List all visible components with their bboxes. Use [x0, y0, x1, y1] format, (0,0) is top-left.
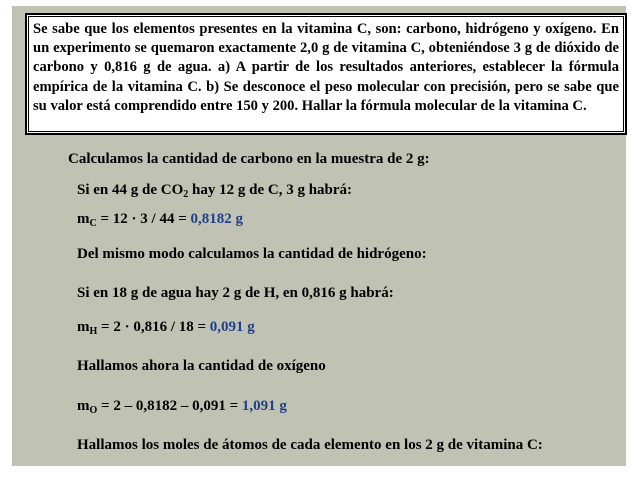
- oxygen-intro-text: Hallamos ahora la cantidad de oxígeno: [77, 358, 326, 374]
- mo-symbol: m: [77, 398, 90, 414]
- mc-expression: = 12 · 3 / 44 =: [96, 211, 191, 227]
- carbon-intro-line: [68, 150, 430, 168]
- oxygen-intro-line: [77, 357, 326, 375]
- mc-subscript: C: [89, 218, 97, 229]
- water-ratio-text: Si en 18 g de agua hay 2 g de H, en 0,816 g habrá:: [77, 285, 394, 301]
- mh-symbol: m: [77, 319, 90, 335]
- problem-statement-text: Se sabe que los elementos presentes en la vitamina C, son: carbono, hidrógeno y oxígeno. En un experimento se quemaron exactamente 2,0 g de vitamina C, obteniéndose 3 g de dióxido de carbono y 0,816 g de agua. a) A partir de los resultados anteriores, establecer la fórmula empírica de la vitamina C. b) Se desconoce el peso molecular con precisión, pero se sabe que su valor está comprendido entre 150 y 200. Hallar la fórmula molecular de la vitamina C.: [33, 21, 619, 114]
- hydrogen-intro-text: Del mismo modo calculamos la cantidad de hidrógeno:: [77, 246, 427, 262]
- hydrogen-intro-line: [77, 245, 427, 263]
- co2-pre-text: Si en 44 g de CO: [77, 182, 184, 198]
- moles-intro-line: [77, 436, 543, 454]
- co2-ratio-line: [77, 181, 352, 199]
- moles-intro-text: Hallamos los moles de átomos de cada elemento en los 2 g de vitamina C:: [77, 437, 543, 453]
- water-ratio-line: [77, 284, 394, 302]
- mh-subscript: H: [89, 326, 98, 337]
- co2-post-text: hay 12 g de C, 3 g habrá:: [188, 182, 353, 198]
- mc-result: 0,8182 g: [190, 211, 243, 227]
- mo-expression: = 2 – 0,8182 – 0,091 =: [97, 398, 242, 414]
- mo-subscript: O: [89, 405, 98, 416]
- carbon-mass-formula: [77, 210, 243, 228]
- mh-result: 0,091 g: [209, 319, 255, 335]
- oxygen-mass-formula: [77, 397, 287, 415]
- problem-statement-box: [26, 14, 626, 134]
- hydrogen-mass-formula: [77, 318, 255, 336]
- carbon-intro-text: Calculamos la cantidad de carbono en la muestra de 2 g:: [68, 151, 430, 167]
- mc-symbol: m: [77, 211, 90, 227]
- co2-subscript: 2: [183, 189, 189, 200]
- mh-expression: = 2 · 0,816 / 18 =: [97, 319, 210, 335]
- mo-result: 1,091 g: [241, 398, 287, 414]
